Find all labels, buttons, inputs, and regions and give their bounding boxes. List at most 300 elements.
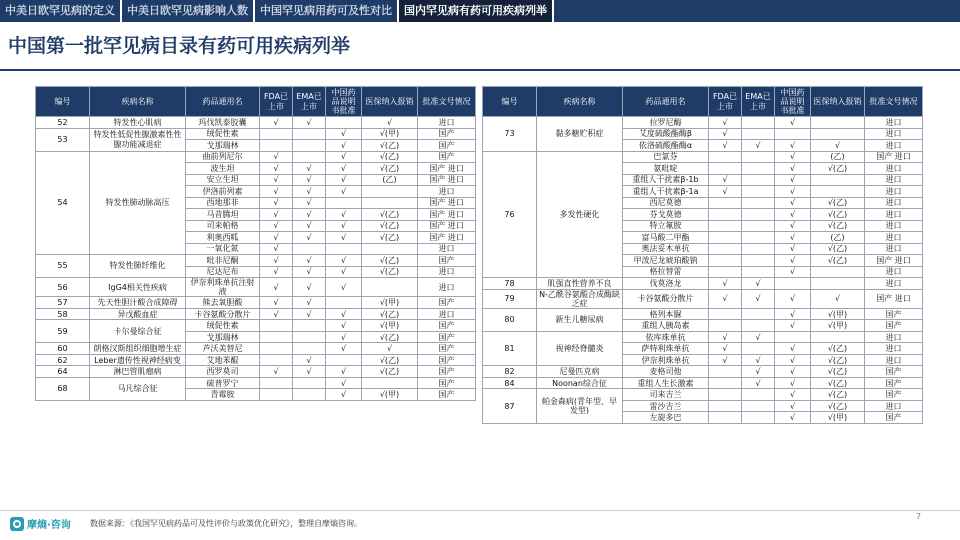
cell-appr: 进口	[865, 278, 923, 290]
cell-appr: 国产 进口	[418, 174, 476, 186]
cell-cn: √	[775, 255, 811, 267]
cell-drug: 麦格司他	[623, 366, 709, 378]
cell-ema	[742, 308, 775, 320]
cell-drug: 西罗莫司	[186, 366, 260, 378]
cell-cn: √	[775, 266, 811, 278]
cell-appr: 进口	[418, 278, 476, 297]
cell-disease: 特发性肺动脉高压	[90, 151, 186, 255]
cell-appr: 国产	[865, 366, 923, 378]
cell-ema: √	[293, 186, 326, 198]
cell-ema: √	[742, 140, 775, 152]
cell-fda: √	[260, 308, 293, 320]
cell-fda	[709, 255, 742, 267]
brand-logo-icon	[10, 517, 24, 531]
column-header: 中国药品说明书批准	[775, 87, 811, 117]
table-row	[483, 366, 923, 378]
cell-appr: 国产	[418, 151, 476, 163]
cell-ema: √	[293, 255, 326, 267]
cell-appr: 国产	[418, 354, 476, 366]
cell-appr: 国产 进口	[418, 197, 476, 209]
cell-ema	[742, 163, 775, 175]
cell-cn: √	[775, 343, 811, 355]
cell-ins	[811, 128, 865, 140]
cell-cn: √	[775, 400, 811, 412]
cell-ins: √(甲)	[811, 308, 865, 320]
cell-ema: √	[293, 220, 326, 232]
table-row	[36, 354, 476, 366]
cell-appr: 国产	[865, 308, 923, 320]
tab-4[interactable]: 国内罕见病有药可用疾病列举	[399, 0, 554, 22]
cell-ins: √(甲)	[362, 320, 418, 332]
tab-3[interactable]: 中国罕见病用药可及性对比	[255, 0, 399, 22]
cell-appr: 国产 进口	[865, 289, 923, 308]
cell-ema: √	[742, 289, 775, 308]
cell-ema: √	[293, 117, 326, 129]
cell-appr: 国产	[418, 140, 476, 152]
column-header: EMA已上市	[293, 87, 326, 117]
cell-ema	[742, 389, 775, 401]
cell-number: 64	[36, 366, 90, 378]
cell-fda	[709, 220, 742, 232]
cell-ins: √(乙)	[811, 377, 865, 389]
cell-fda	[709, 400, 742, 412]
cell-ins: √(乙)	[811, 209, 865, 221]
cell-fda: √	[709, 174, 742, 186]
cell-ema: √	[742, 366, 775, 378]
cell-fda: √	[260, 197, 293, 209]
cell-drug: 艾地苯醌	[186, 354, 260, 366]
cell-drug: 戈那瑞林	[186, 331, 260, 343]
cell-ins: √(乙)	[362, 163, 418, 175]
column-header: FDA已上市	[709, 87, 742, 117]
cell-disease: Leber遗传性视神经病变	[90, 354, 186, 366]
cell-cn: √	[326, 308, 362, 320]
cell-number: 57	[36, 297, 90, 309]
cell-disease: 马凡综合征	[90, 377, 186, 400]
cell-appr: 进口	[865, 186, 923, 198]
cell-ins: √(乙)	[811, 197, 865, 209]
cell-drug: 伊奈利珠单抗注射液	[186, 278, 260, 297]
cell-ema	[293, 389, 326, 401]
cell-drug: 雷沙吉兰	[623, 400, 709, 412]
cell-number: 55	[36, 255, 90, 278]
cell-appr: 进口	[865, 197, 923, 209]
cell-appr: 进口	[418, 243, 476, 255]
cell-disease: 卡尔曼综合征	[90, 320, 186, 343]
cell-fda	[709, 412, 742, 424]
column-header: 编号	[483, 87, 537, 117]
cell-ema: √	[742, 377, 775, 389]
column-header: 编号	[36, 87, 90, 117]
cell-ema: √	[293, 278, 326, 297]
cell-ins: √(甲)	[362, 297, 418, 309]
cell-fda: √	[709, 278, 742, 290]
cell-drug: 重组人生长激素	[623, 377, 709, 389]
cell-fda: √	[260, 174, 293, 186]
cell-disease: 黏多糖贮积症	[537, 117, 623, 152]
cell-drug: 格列本脲	[623, 308, 709, 320]
cell-cn: √	[775, 140, 811, 152]
cell-ins: √(乙)	[362, 151, 418, 163]
cell-cn: √	[775, 320, 811, 332]
cell-ins	[362, 278, 418, 297]
cell-ema: √	[293, 266, 326, 278]
cell-ins	[811, 266, 865, 278]
cell-appr: 进口	[865, 331, 923, 343]
cell-appr: 进口	[418, 266, 476, 278]
cell-appr: 国产	[865, 389, 923, 401]
cell-fda	[709, 377, 742, 389]
cell-cn	[326, 197, 362, 209]
cell-cn: √	[775, 163, 811, 175]
cell-appr: 进口	[865, 220, 923, 232]
cell-fda	[709, 266, 742, 278]
cell-cn: √	[775, 232, 811, 244]
cell-number: 54	[36, 151, 90, 255]
source-note: 数据来源：《我国罕见病药品可及性评价与政策优化研究》，整理自摩熵咨询。	[90, 519, 362, 528]
cell-cn	[326, 354, 362, 366]
cell-fda	[260, 377, 293, 389]
cell-ins	[811, 331, 865, 343]
column-header: 疾病名称	[90, 87, 186, 117]
cell-ema	[293, 320, 326, 332]
cell-fda: √	[260, 366, 293, 378]
cell-drug: 司来吉兰	[623, 389, 709, 401]
cell-cn	[326, 117, 362, 129]
cell-drug: 依洛硫酸酯酶α	[623, 140, 709, 152]
cell-ins: √(乙)	[362, 232, 418, 244]
cell-disease: 特发性低促性腺激素性性腺功能减退症	[90, 128, 186, 151]
cell-cn: √	[326, 366, 362, 378]
column-header: 药品通用名	[186, 87, 260, 117]
cell-cn: √	[326, 174, 362, 186]
table-row	[36, 308, 476, 320]
column-header: FDA已上市	[260, 87, 293, 117]
cell-drug: 萨特利珠单抗	[623, 343, 709, 355]
cell-cn: √	[326, 278, 362, 297]
top-tab-bar	[0, 0, 960, 22]
column-header: 医保纳入报销	[362, 87, 418, 117]
cell-drug: 重组人胰岛素	[623, 320, 709, 332]
cell-appr: 进口	[865, 163, 923, 175]
cell-fda: √	[709, 289, 742, 308]
cell-cn: √	[326, 343, 362, 355]
cell-ema	[293, 140, 326, 152]
cell-appr: 国产	[418, 297, 476, 309]
left-disease-table	[35, 86, 476, 401]
cell-cn: √	[326, 320, 362, 332]
cell-cn: √	[326, 186, 362, 198]
cell-fda: √	[709, 186, 742, 198]
cell-ins: √(乙)	[811, 389, 865, 401]
cell-number: 59	[36, 320, 90, 343]
cell-fda: √	[260, 186, 293, 198]
title-divider	[0, 69, 960, 71]
cell-appr: 进口	[865, 232, 923, 244]
cell-fda: √	[260, 151, 293, 163]
cell-appr: 国产	[418, 331, 476, 343]
cell-ins: √(乙)	[362, 308, 418, 320]
table-row	[483, 151, 923, 163]
cell-fda	[260, 140, 293, 152]
cell-drug: 甲泼尼龙琥珀酸钠	[623, 255, 709, 267]
cell-cn: √	[775, 117, 811, 129]
cell-appr: 进口	[865, 266, 923, 278]
right-disease-table	[482, 86, 923, 424]
cell-ins: √(乙)	[811, 220, 865, 232]
cell-appr: 国产	[418, 343, 476, 355]
cell-drug: 重组人干扰素β-1a	[623, 186, 709, 198]
page-title: 中国第一批罕见病目录有药可用疾病列举	[8, 35, 351, 57]
cell-disease: 帕金森病(青年型、早发型)	[537, 389, 623, 424]
cell-fda	[709, 209, 742, 221]
cell-drug: 拉罗尼酶	[623, 117, 709, 129]
cell-drug: 西尼莫德	[623, 197, 709, 209]
cell-ins: √(甲)	[362, 389, 418, 401]
cell-ins: √(乙)	[362, 266, 418, 278]
footer-divider	[0, 510, 960, 511]
cell-appr: 国产	[865, 320, 923, 332]
cell-appr: 国产	[418, 255, 476, 267]
cell-ins: √	[362, 117, 418, 129]
cell-drug: 司来帕格	[186, 220, 260, 232]
cell-fda	[260, 354, 293, 366]
cell-number: 76	[483, 151, 537, 278]
cell-ema	[742, 128, 775, 140]
cell-ema: √	[293, 308, 326, 320]
cell-appr: 国产	[418, 389, 476, 401]
cell-drug: 芬戈莫德	[623, 209, 709, 221]
cell-ins	[811, 117, 865, 129]
cell-cn: √	[775, 308, 811, 320]
cell-cn: √	[775, 220, 811, 232]
cell-disease: 视神经脊髓炎	[537, 331, 623, 366]
cell-fda	[709, 243, 742, 255]
column-header: 中国药品说明书批准	[326, 87, 362, 117]
cell-disease: 先天性胆汁酸合成障碍	[90, 297, 186, 309]
cell-cn: √	[775, 209, 811, 221]
cell-ins	[362, 186, 418, 198]
table-row	[483, 117, 923, 129]
cell-ema	[742, 232, 775, 244]
cell-appr: 进口	[418, 308, 476, 320]
cell-ins: √(甲)	[811, 320, 865, 332]
cell-fda: √	[709, 343, 742, 355]
cell-appr: 国产	[418, 320, 476, 332]
cell-fda	[709, 389, 742, 401]
cell-number: 53	[36, 128, 90, 151]
cell-number: 52	[36, 117, 90, 129]
cell-ema: √	[293, 209, 326, 221]
cell-ins: √(甲)	[362, 128, 418, 140]
cell-cn	[775, 331, 811, 343]
cell-number: 80	[483, 308, 537, 331]
cell-fda	[709, 320, 742, 332]
cell-cn	[775, 128, 811, 140]
page-number: 7	[916, 512, 922, 521]
cell-drug: 硫普罗宁	[186, 377, 260, 389]
column-header: 疾病名称	[537, 87, 623, 117]
cell-disease: 朗格汉斯组织细胞增生症	[90, 343, 186, 355]
cell-drug: 吡非尼酮	[186, 255, 260, 267]
cell-ins	[811, 174, 865, 186]
tab-1[interactable]: 中美日欧罕见病的定义	[0, 0, 122, 22]
table-row	[36, 377, 476, 389]
cell-ins: √(乙)	[811, 163, 865, 175]
cell-ema	[742, 209, 775, 221]
cell-ins	[362, 243, 418, 255]
cell-appr: 进口	[865, 243, 923, 255]
column-header: EMA已上市	[742, 87, 775, 117]
cell-drug: 戈那瑞林	[186, 140, 260, 152]
cell-number: 56	[36, 278, 90, 297]
cell-disease: 新生儿糖尿病	[537, 308, 623, 331]
cell-ins: (乙)	[362, 174, 418, 186]
cell-ins	[811, 186, 865, 198]
cell-cn: √	[326, 255, 362, 267]
cell-ema	[742, 255, 775, 267]
cell-disease: 特发性肺纤维化	[90, 255, 186, 278]
cell-ins: (乙)	[811, 151, 865, 163]
table-row	[36, 366, 476, 378]
cell-fda: √	[260, 278, 293, 297]
cell-drug: 格拉替雷	[623, 266, 709, 278]
cell-drug: 左旋多巴	[623, 412, 709, 424]
cell-appr: 国产 进口	[418, 209, 476, 221]
cell-fda: √	[260, 255, 293, 267]
cell-drug: 利奥西呱	[186, 232, 260, 244]
cell-cn: √	[775, 174, 811, 186]
cell-appr: 进口	[865, 400, 923, 412]
cell-ins: √	[811, 289, 865, 308]
cell-fda: √	[260, 297, 293, 309]
cell-ins: √(乙)	[362, 255, 418, 267]
cell-appr: 国产	[865, 377, 923, 389]
cell-ema: √	[293, 354, 326, 366]
cell-ema: √	[293, 163, 326, 175]
cell-drug: 卡谷氨酸分散片	[623, 289, 709, 308]
cell-cn: √	[775, 289, 811, 308]
table-row	[483, 377, 923, 389]
table-row	[483, 389, 923, 401]
cell-disease: 异戊酸血症	[90, 308, 186, 320]
cell-fda: √	[709, 140, 742, 152]
cell-drug: 依库珠单抗	[623, 331, 709, 343]
cell-appr: 国产 进口	[865, 255, 923, 267]
table-row	[36, 297, 476, 309]
cell-cn: √	[775, 389, 811, 401]
cell-drug: 富马酸二甲酯	[623, 232, 709, 244]
cell-appr: 国产 进口	[865, 151, 923, 163]
cell-drug: 卡谷氨酸分散片	[186, 308, 260, 320]
cell-ema: √	[742, 278, 775, 290]
cell-ins: √(乙)	[811, 400, 865, 412]
column-header: 批准文号情况	[865, 87, 923, 117]
column-header: 药品通用名	[623, 87, 709, 117]
table-row	[483, 331, 923, 343]
cell-fda	[709, 308, 742, 320]
cell-drug: 伊洛前列素	[186, 186, 260, 198]
cell-ins: √(乙)	[362, 140, 418, 152]
cell-ema	[742, 186, 775, 198]
cell-ema: √	[293, 297, 326, 309]
cell-appr: 进口	[865, 117, 923, 129]
cell-cn: √	[326, 220, 362, 232]
cell-drug: 重组人干扰素β-1b	[623, 174, 709, 186]
cell-drug: 芦沃美替尼	[186, 343, 260, 355]
cell-drug: 伐莫洛龙	[623, 278, 709, 290]
cell-disease: 尼曼匹克病	[537, 366, 623, 378]
cell-cn: √	[775, 186, 811, 198]
cell-drug: 曲前列尼尔	[186, 151, 260, 163]
cell-number: 78	[483, 278, 537, 290]
cell-appr: 进口	[865, 209, 923, 221]
cell-ins: √(乙)	[811, 366, 865, 378]
cell-cn: √	[326, 331, 362, 343]
cell-appr: 国产 进口	[418, 220, 476, 232]
cell-appr: 国产 进口	[418, 232, 476, 244]
cell-ins: √(乙)	[362, 209, 418, 221]
cell-ins: √(乙)	[811, 354, 865, 366]
cell-fda	[260, 320, 293, 332]
tab-2[interactable]: 中美日欧罕见病影响人数	[122, 0, 255, 22]
cell-ema: √	[293, 366, 326, 378]
cell-cn: √	[326, 209, 362, 221]
cell-ema	[293, 377, 326, 389]
cell-appr: 国产	[418, 128, 476, 140]
cell-number: 81	[483, 331, 537, 366]
cell-number: 84	[483, 377, 537, 389]
brand-logo-text: 摩熵·咨询	[27, 520, 71, 531]
cell-appr: 进口	[865, 354, 923, 366]
cell-ins	[362, 197, 418, 209]
cell-drug: 熊去氧胆酸	[186, 297, 260, 309]
table-row	[483, 308, 923, 320]
cell-cn: √	[326, 377, 362, 389]
cell-ins: √(乙)	[362, 331, 418, 343]
cell-fda: √	[260, 243, 293, 255]
cell-drug: 玛伐凯泰胶囊	[186, 117, 260, 129]
table-row	[36, 255, 476, 267]
column-header: 医保纳入报销	[811, 87, 865, 117]
cell-fda: √	[260, 117, 293, 129]
cell-ins: √	[811, 140, 865, 152]
cell-ema	[293, 331, 326, 343]
cell-ins: √(乙)	[362, 366, 418, 378]
table-row	[36, 320, 476, 332]
cell-ins: (乙)	[811, 232, 865, 244]
table-row	[36, 117, 476, 129]
cell-ema	[742, 320, 775, 332]
table-row	[483, 278, 923, 290]
cell-disease: Noonan综合征	[537, 377, 623, 389]
cell-drug: 绒促性素	[186, 320, 260, 332]
cell-fda: √	[709, 128, 742, 140]
cell-cn: √	[326, 232, 362, 244]
cell-fda	[709, 163, 742, 175]
cell-ins: √(乙)	[362, 354, 418, 366]
cell-ins: √(乙)	[811, 243, 865, 255]
cell-number: 58	[36, 308, 90, 320]
cell-appr: 进口	[865, 343, 923, 355]
cell-fda: √	[260, 163, 293, 175]
cell-drug: 青霉胺	[186, 389, 260, 401]
cell-appr: 国产	[865, 412, 923, 424]
cell-drug: 艾度硫酸酯酶β	[623, 128, 709, 140]
cell-fda: √	[709, 117, 742, 129]
cell-appr: 国产	[418, 377, 476, 389]
cell-cn: √	[775, 366, 811, 378]
